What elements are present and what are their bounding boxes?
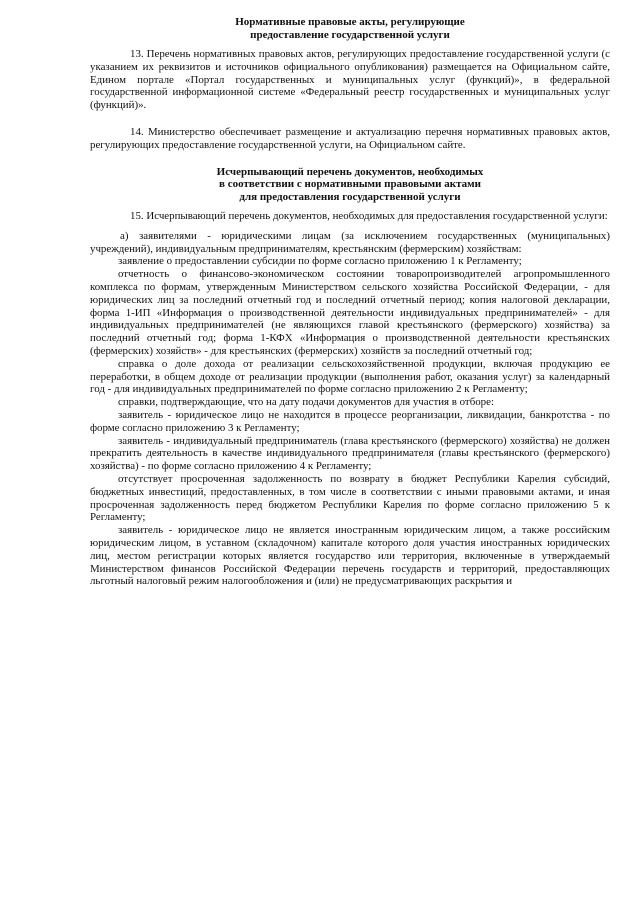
section2-heading-line1: Исчерпывающий перечень документов, необходимых <box>216 165 484 178</box>
paragraph-15: 15. Исчерпывающий перечень документов, необходимых для предоставления государственной услуги: <box>130 210 608 223</box>
paragraph-foreign: заявитель - юридическое лицо не является иностранным юридическим лицом, а также российским юридическим лицом, в уставном (складочном) капитале которого доля участия иностранных юридических лиц, местом регистрации которых является государство или территория, включенные в утверждаемый Министерством финансов Российской Федерации перечень государств и территорий, предоставляющих льготный налоговый режим налогообложения и (или) не предусматривающих раскрытия и <box>90 524 610 588</box>
paragraph-income: справка о доле дохода от реализации сельскохозяйственной продукции, включая продукцию ее переработки, в общем доходе от реализации продукции (выполнения работ, оказания услуг) за календарный год - для индивидуальных предпринимателей по форме согласно приложению 2 к Регламенту; <box>90 357 610 396</box>
section1-heading-line1: Нормативные правовые акты, регулирующие <box>235 16 465 28</box>
paragraph-reporting: отчетность о финансово-экономическом состоянии товаропроизводителей агропромышленного комплекса по формам, утвержденным Министерством сельского хозяйства Российской Федерации, - для юридических лиц за последний отчетный год и последний отчетный период; копия налоговой декларации, форма 1-ИП «Информация о производственной деятельности индивидуальных предпринимателей» - для индивидуальных предпринимателей (не являющихся главой крестьянского (фермерского) хозяйства) за последний отчетный год; форма 1-КФХ «Информация о производственной деятельности крестьянских (фермерских) хозяйств» - для крестьянских (фермерских) хозяйств за последний отчетный год; <box>90 268 610 358</box>
section2-heading-line3: для предоставления государственной услуги <box>239 190 461 203</box>
paragraph-13: 13. Перечень нормативных правовых актов, регулирующих предоставление государственной услуги (с указанием их реквизитов и источников официального опубликования) размещается на Официальном сайте, Едином портале «Портал государственных и муниципальных услуг (функций)», в федеральной государственной информационной системе «Федеральный реестр государственных и муниципальных услуг (функций)». <box>90 48 610 112</box>
paragraph-legal-entity: заявитель - юридическое лицо не находится в процессе реорганизации, ликвидации, банкротства - по форме согласно приложению 3 к Регламенту; <box>90 409 610 434</box>
paragraph-application: заявление о предоставлении субсидии по форме согласно приложению 1 к Регламенту; <box>118 255 522 268</box>
section2-heading <box>90 166 610 204</box>
section2-heading-line2: в соответствии с нормативными правовыми актами <box>219 178 481 191</box>
section1-heading <box>90 16 610 41</box>
document-body <box>90 16 610 588</box>
item-a: а) заявителями - юридическими лицам (за исключением государственных (муниципальных) учреждений), индивидуальным предпринимателям, крестьянским (фермерским) хозяйствам: <box>90 229 610 255</box>
paragraph-14: 14. Министерство обеспечивает размещение и актуализацию перечня нормативных правовых актов, регулирующих предоставление государственной услуги, на Официальном сайте. <box>90 125 610 151</box>
section1-heading-line2: предоставление государственной услуги <box>250 28 450 41</box>
paragraph-certificates: справки, подтверждающие, что на дату подачи документов для участия в отборе: <box>118 396 494 409</box>
paragraph-entrepreneur: заявитель - индивидуальный предприниматель (глава крестьянского (фермерского) хозяйства) не должен прекратить деятельность в качестве индивидуального предпринимателя (главы крестьянского (фермерского) хозяйства) - по форме согласно приложению 4 к Регламенту; <box>90 434 610 473</box>
paragraph-debt: отсутствует просроченная задолженность по возврату в бюджет Республики Карелия субсидий, бюджетных инвестиций, предоставленных, в том числе в соответствии с иными правовыми актами, и иная просроченная задолженность перед бюджетом Республики Карелия по форме согласно приложению 5 к Регламенту; <box>90 473 610 524</box>
